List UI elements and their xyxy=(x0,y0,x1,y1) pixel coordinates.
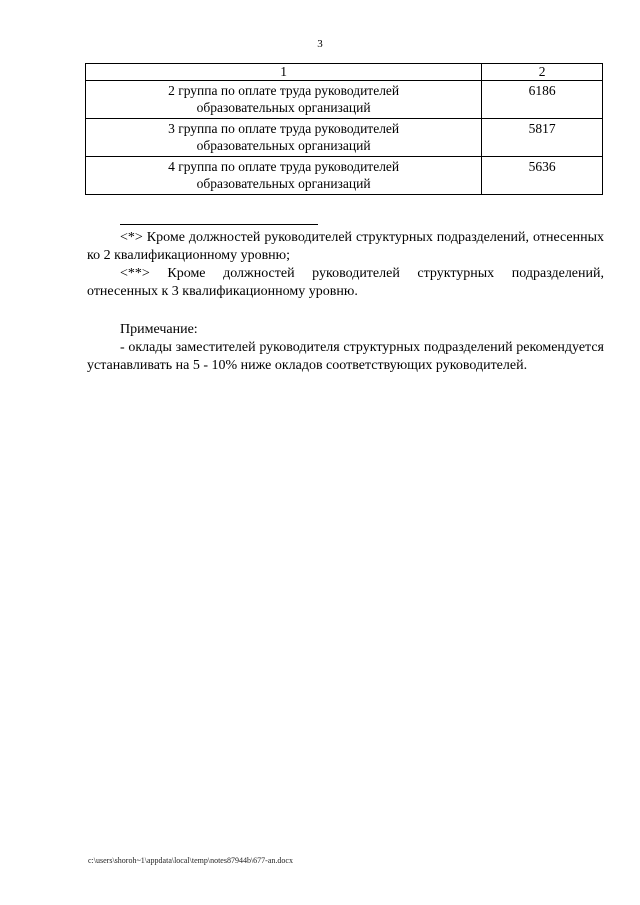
group-name-line-1: 2 группа по оплате труда руководителей xyxy=(168,83,400,98)
group-name-line-2: образовательных организаций xyxy=(196,100,371,115)
footnote-2: <**> Кроме должностей руководителей структурных подразделений, отнесенных к 3 квалификационному уровню. xyxy=(87,266,604,299)
salary-value-cell: 6186 xyxy=(482,81,603,119)
column-header-2: 2 xyxy=(482,64,603,81)
column-header-1: 1 xyxy=(86,64,482,81)
group-name-line-1: 4 группа по оплате труда руководителей xyxy=(168,159,400,174)
notes-block xyxy=(87,229,604,375)
group-name-line-2: образовательных организаций xyxy=(196,176,371,191)
group-name-line-2: образовательных организаций xyxy=(196,138,371,153)
table-row xyxy=(86,119,603,157)
group-name-line-1: 3 группа по оплате труда руководителей xyxy=(168,121,400,136)
footnote-1: <*> Кроме должностей руководителей структурных подразделений, отнесенных ко 2 квалификационному уровню; xyxy=(87,230,604,263)
group-name-cell xyxy=(86,119,482,157)
note-heading: Примечание: xyxy=(120,322,198,337)
footnote-separator xyxy=(120,224,318,225)
group-name-cell xyxy=(86,157,482,195)
table-header-row xyxy=(86,64,603,81)
table-row xyxy=(86,157,603,195)
salary-table xyxy=(85,63,603,195)
salary-value-cell: 5817 xyxy=(482,119,603,157)
salary-value-cell: 5636 xyxy=(482,157,603,195)
note-text: - оклады заместителей руководителя структурных подразделений рекомендуется устанавливать на 5 - 10% ниже окладов соответствующих руководителей. xyxy=(87,340,604,373)
table-row xyxy=(86,81,603,119)
page-number: 3 xyxy=(317,38,323,50)
group-name-cell xyxy=(86,81,482,119)
footer-file-path: c:\users\shoroh~1\appdata\local\temp\notes87944b\677-an.docx xyxy=(88,856,293,865)
